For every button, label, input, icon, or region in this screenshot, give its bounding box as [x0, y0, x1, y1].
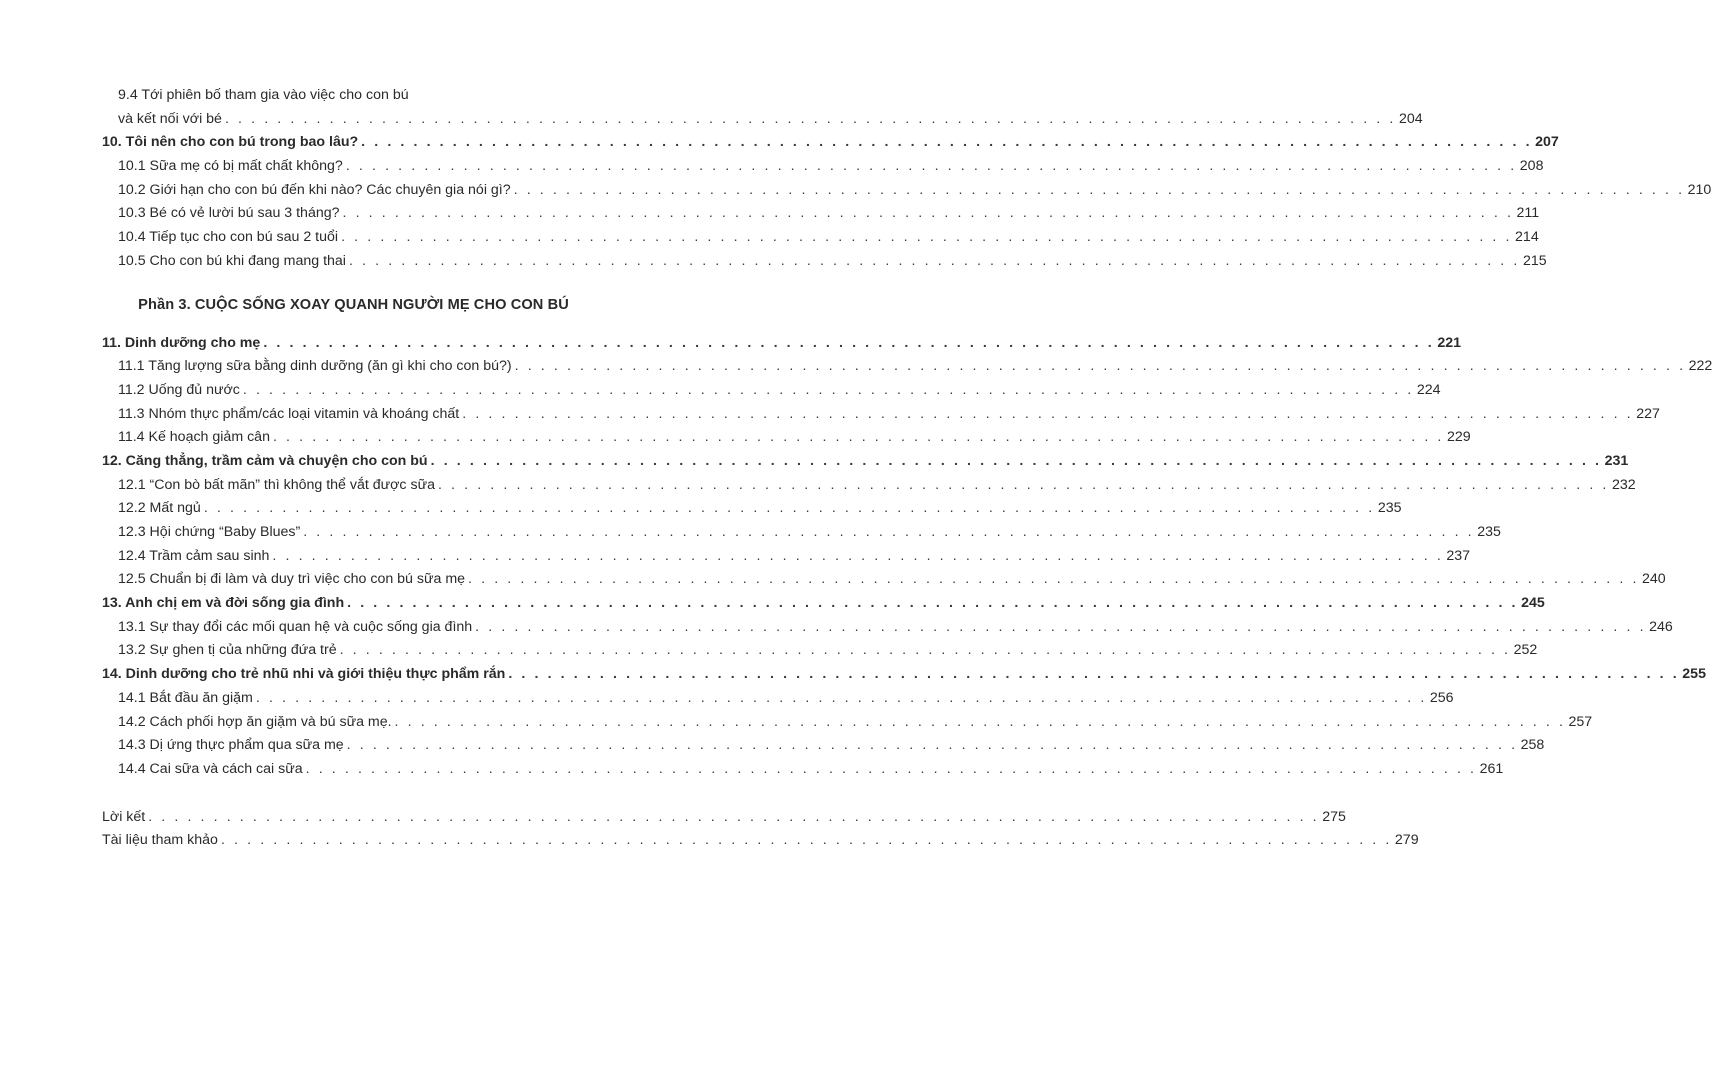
- toc-entry: [102, 426, 1471, 450]
- toc-entry-page: 208: [1519, 158, 1544, 175]
- toc-entry: [102, 568, 1666, 592]
- toc-entry-page: 227: [1636, 405, 1660, 422]
- toc-entry-page: 246: [1649, 618, 1673, 635]
- dot-leader: . . . . . . . . . . . . . . . . . . . . . . . . . . . . . . . . . . . . . . . . . . . . . . . . . . . . . . . . . . . . . . . . . . . . . . . . . . . . . . . . . . . . . . . . . .: [148, 808, 1320, 825]
- toc-entry-title: Tài liệu tham khảo: [102, 832, 218, 849]
- dot-leader: . . . . . . . . . . . . . . . . . . . . . . . . . . . . . . . . . . . . . . . . . . . . . . . . . . . . . . . . . . . . . . . . . . . . . . . . . . . . . . . . . . . . . . . . . .: [305, 760, 1477, 777]
- toc-entry: [102, 403, 1660, 427]
- toc-entry-title: 10.2 Giới hạn cho con bú đến khi nào? Các chuyên gia nói gì?: [118, 181, 511, 198]
- toc-entry-title: 11.3 Nhóm thực phẩm/các loại vitamin và khoáng chất: [118, 405, 460, 422]
- toc-entry: [102, 639, 1538, 663]
- toc-entry: [102, 521, 1501, 545]
- toc-chapter-entry: [102, 332, 1461, 356]
- toc-entry: [102, 179, 1712, 203]
- dot-leader: . . . . . . . . . . . . . . . . . . . . . . . . . . . . . . . . . . . . . . . . . . . . . . . . . . . . . . . . . . . . . . . . . . . . . . . . . . . . . . . . . . . . . . . . . .: [462, 405, 1634, 422]
- toc-entry: [102, 226, 1539, 250]
- spacer: [102, 782, 605, 806]
- toc-entry-title: 10.5 Cho con bú khi đang mang thai: [118, 252, 346, 269]
- toc-entry-page: 207: [1535, 134, 1559, 151]
- toc-entry-title: 13.1 Sự thay đổi các mối quan hệ và cuộc sống gia đình: [118, 618, 473, 635]
- toc-entry-title: Lời kết: [102, 808, 146, 825]
- toc-entry-title: 11.4 Kế hoạch giảm cân: [118, 429, 270, 446]
- dot-leader: . . . . . . . . . . . . . . . . . . . . . . . . . . . . . . . . . . . . . . . . . . . . . . . . . . . . . . . . . . . . . . . . . . . . . . . . . . . . . . . . . . . . . . . . . .: [203, 500, 1375, 517]
- toc-entry: [102, 108, 1423, 132]
- dot-leader: . . . . . . . . . . . . . . . . . . . . . . . . . . . . . . . . . . . . . . . . . . . . . . . . . . . . . . . . . . . . . . . . . . . . . . . . . . . . . . . . . . . . . . . . . .: [255, 689, 1427, 706]
- toc-entry-title: 11. Dinh dưỡng cho mẹ: [102, 334, 261, 351]
- toc-entry-page: 261: [1479, 760, 1504, 777]
- toc-entry-page: 255: [1682, 666, 1706, 683]
- table-of-contents: [102, 84, 1712, 853]
- dot-leader: . . . . . . . . . . . . . . . . . . . . . . . . . . . . . . . . . . . . . . . . . . . . . . . . . . . . . . . . . . . . . . . . . . . . . . . . . . . . . . . . . . . . . . . . . .: [263, 334, 1435, 351]
- toc-entry: [102, 687, 1454, 711]
- toc-entry-page: 279: [1394, 832, 1419, 849]
- dot-leader: . . . . . . . . . . . . . . . . . . . . . . . . . . . . . . . . . . . . . . . . . . . . . . . . . . . . . . . . . . . . . . . . . . . . . . . . . . . . . . . . . . . . . . . . . .: [272, 429, 1444, 446]
- toc-entry-page: 214: [1515, 229, 1539, 246]
- toc-entry-title: 10.3 Bé có vẻ lười bú sau 3 tháng?: [118, 205, 340, 222]
- toc-entry-page: 224: [1416, 381, 1441, 398]
- toc-entry-page: 215: [1522, 252, 1547, 269]
- dot-leader: . . . . . . . . . . . . . . . . . . . . . . . . . . . . . . . . . . . . . . . . . . . . . . . . . . . . . . . . . . . . . . . . . . . . . . . . . . . . . . . . . . . . . . . . . .: [361, 134, 1533, 151]
- dot-leader: . . . . . . . . . . . . . . . . . . . . . . . . . . . . . . . . . . . . . . . . . . . . . . . . . . . . . . . . . . . . . . . . . . . . . . . . . . . . . . . . . . . . . . . . . .: [394, 713, 1566, 730]
- toc-entry-page: 204: [1398, 110, 1423, 127]
- dot-leader: . . . . . . . . . . . . . . . . . . . . . . . . . . . . . . . . . . . . . . . . . . . . . . . . . . . . . . . . . . . . . . . . . . . . . . . . . . . . . . . . . . . . . . . . . .: [224, 110, 1396, 127]
- dot-leader: . . . . . . . . . . . . . . . . . . . . . . . . . . . . . . . . . . . . . . . . . . . . . . . . . . . . . . . . . . . . . . . . . . . . . . . . . . . . . . . . . . . . . . . . . .: [513, 181, 1685, 198]
- toc-entry-page: 237: [1446, 547, 1471, 564]
- toc-entry-title: 14.3 Dị ứng thực phẩm qua sữa mẹ: [118, 737, 344, 754]
- toc-block-backmatter: [102, 806, 1419, 853]
- toc-entry-page: 252: [1513, 642, 1538, 659]
- toc-entry: [102, 155, 1544, 179]
- dot-leader: . . . . . . . . . . . . . . . . . . . . . . . . . . . . . . . . . . . . . . . . . . . . . . . . . . . . . . . . . . . . . . . . . . . . . . . . . . . . . . . . . . . . . . . . . .: [348, 252, 1520, 269]
- dot-leader: . . . . . . . . . . . . . . . . . . . . . . . . . . . . . . . . . . . . . . . . . . . . . . . . . . . . . . . . . . . . . . . . . . . . . . . . . . . . . . . . . . . . . . . . . .: [437, 476, 1609, 493]
- toc-entry-title: 10.4 Tiếp tục cho con bú sau 2 tuổi: [118, 229, 339, 246]
- toc-chapter-entry: [102, 131, 1559, 155]
- toc-entry-title: 12.2 Mất ngủ: [118, 500, 201, 517]
- toc-entry-title: 9.4 Tới phiên bố tham gia vào việc cho con bú: [118, 87, 409, 103]
- toc-entry-page: 240: [1642, 571, 1666, 588]
- toc-entry: [102, 250, 1547, 274]
- part-heading: Phần 3. CUỘC SỐNG XOAY QUANH NGƯỜI MẸ CHO CON BÚ: [138, 296, 569, 313]
- toc-entry-page: 210: [1687, 181, 1712, 198]
- toc-entry: [102, 758, 1504, 782]
- toc-entry: [102, 734, 1545, 758]
- toc-entry-page: 245: [1521, 595, 1545, 612]
- toc-entry: [102, 497, 1402, 521]
- toc-entry-title: 12.4 Trầm cảm sau sinh: [118, 547, 270, 564]
- toc-entry-page: 221: [1437, 334, 1461, 351]
- toc-entry: [102, 616, 1673, 640]
- toc-entry-page: 229: [1446, 429, 1471, 446]
- toc-entry-title: 13.2 Sự ghen tị của những đứa trẻ: [118, 642, 337, 659]
- dot-leader: . . . . . . . . . . . . . . . . . . . . . . . . . . . . . . . . . . . . . . . . . . . . . . . . . . . . . . . . . . . . . . . . . . . . . . . . . . . . . . . . . . . . . . . . . .: [242, 381, 1414, 398]
- toc-entry-title: 11.2 Uống đủ nước: [118, 381, 240, 398]
- dot-leader: . . . . . . . . . . . . . . . . . . . . . . . . . . . . . . . . . . . . . . . . . . . . . . . . . . . . . . . . . . . . . . . . . . . . . . . . . . . . . . . . . . . . . . . . . .: [468, 571, 1640, 588]
- toc-entry: [102, 355, 1712, 379]
- dot-leader: . . . . . . . . . . . . . . . . . . . . . . . . . . . . . . . . . . . . . . . . . . . . . . . . . . . . . . . . . . . . . . . . . . . . . . . . . . . . . . . . . . . . . . . . . .: [347, 595, 1519, 612]
- dot-leader: . . . . . . . . . . . . . . . . . . . . . . . . . . . . . . . . . . . . . . . . . . . . . . . . . . . . . . . . . . . . . . . . . . . . . . . . . . . . . . . . . . . . . . . . . .: [514, 358, 1686, 375]
- toc-entry-page: 235: [1377, 500, 1402, 517]
- toc-entry-title: 14. Dinh dưỡng cho trẻ nhũ nhi và giới thiệu thực phẩm rắn: [102, 666, 506, 683]
- toc-entry-page: 258: [1520, 737, 1545, 754]
- toc-entry-page: 211: [1516, 205, 1540, 222]
- toc-entry: [102, 202, 1540, 226]
- toc-block-part2-end: [102, 84, 1712, 274]
- toc-entry-title: 12.5 Chuẩn bị đi làm và duy trì việc cho con bú sữa mẹ: [118, 571, 466, 588]
- toc-entry-title: 11.1 Tăng lượng sữa bằng dinh dưỡng (ăn gì khi cho con bú?): [118, 358, 512, 375]
- dot-leader: . . . . . . . . . . . . . . . . . . . . . . . . . . . . . . . . . . . . . . . . . . . . . . . . . . . . . . . . . . . . . . . . . . . . . . . . . . . . . . . . . . . . . . . . . .: [475, 618, 1647, 635]
- toc-entry-page: 222: [1688, 358, 1712, 375]
- toc-entry-title: 12. Căng thẳng, trầm cảm và chuyện cho con bú: [102, 452, 428, 469]
- toc-entry-title: 14.2 Cách phối hợp ăn giặm và bú sữa mẹ.: [118, 713, 392, 730]
- toc-chapter-entry: [102, 592, 1545, 616]
- dot-leader: . . . . . . . . . . . . . . . . . . . . . . . . . . . . . . . . . . . . . . . . . . . . . . . . . . . . . . . . . . . . . . . . . . . . . . . . . . . . . . . . . . . . . . . . . .: [430, 452, 1602, 469]
- dot-leader: . . . . . . . . . . . . . . . . . . . . . . . . . . . . . . . . . . . . . . . . . . . . . . . . . . . . . . . . . . . . . . . . . . . . . . . . . . . . . . . . . . . . . . . . . .: [346, 737, 1518, 754]
- toc-entry-page: 235: [1477, 524, 1501, 540]
- toc-entry: [102, 474, 1636, 498]
- toc-entry-title: 14.4 Cai sữa và cách cai sữa: [118, 760, 303, 777]
- dot-leader: . . . . . . . . . . . . . . . . . . . . . . . . . . . . . . . . . . . . . . . . . . . . . . . . . . . . . . . . . . . . . . . . . . . . . . . . . . . . . . . . . . . . . . . . . .: [272, 547, 1444, 564]
- toc-entry-page: 256: [1429, 689, 1454, 706]
- toc-block-part3: [102, 332, 1712, 782]
- toc-entry-page: 275: [1322, 808, 1346, 825]
- toc-entry: [102, 379, 1441, 403]
- toc-entry-title: 12.1 “Con bò bất mãn” thì không thể vắt được sữa: [118, 476, 435, 493]
- toc-entry: [102, 84, 605, 108]
- toc-entry-title: và kết nối với bé: [118, 110, 222, 127]
- toc-entry-title: 10. Tôi nên cho con bú trong bao lâu?: [102, 134, 359, 151]
- toc-chapter-entry: [102, 450, 1629, 474]
- toc-entry: [102, 545, 1471, 569]
- dot-leader: . . . . . . . . . . . . . . . . . . . . . . . . . . . . . . . . . . . . . . . . . . . . . . . . . . . . . . . . . . . . . . . . . . . . . . . . . . . . . . . . . . . . . . . . . .: [339, 642, 1511, 659]
- toc-entry-title: 14.1 Bắt đầu ăn giặm: [118, 689, 253, 706]
- toc-entry: [102, 806, 1346, 830]
- toc-entry-title: 12.3 Hội chứng “Baby Blues”: [118, 524, 301, 540]
- toc-entry-title: 10.1 Sữa mẹ có bị mất chất không?: [118, 158, 343, 175]
- toc-entry-title: 13. Anh chị em và đời sống gia đình: [102, 595, 345, 612]
- dot-leader: . . . . . . . . . . . . . . . . . . . . . . . . . . . . . . . . . . . . . . . . . . . . . . . . . . . . . . . . . . . . . . . . . . . . . . . . . . . . . . . . . . . . . . . . . .: [220, 832, 1392, 849]
- toc-entry: [102, 711, 1593, 735]
- dot-leader: . . . . . . . . . . . . . . . . . . . . . . . . . . . . . . . . . . . . . . . . . . . . . . . . . . . . . . . . . . . . . . . . . . . . . . . . . . . . . . . . . . . . . . . . . .: [508, 666, 1680, 683]
- dot-leader: . . . . . . . . . . . . . . . . . . . . . . . . . . . . . . . . . . . . . . . . . . . . . . . . . . . . . . . . . . . . . . . . . . . . . . . . . . . . . . . . . . . . . . . . . .: [341, 229, 1513, 246]
- toc-chapter-entry: [102, 663, 1706, 687]
- dot-leader: . . . . . . . . . . . . . . . . . . . . . . . . . . . . . . . . . . . . . . . . . . . . . . . . . . . . . . . . . . . . . . . . . . . . . . . . . . . . . . . . . . . . . . . . . .: [342, 205, 1514, 222]
- toc-entry-page: 232: [1611, 476, 1636, 493]
- toc-entry: [102, 829, 1419, 853]
- toc-entry-page: 231: [1604, 452, 1629, 469]
- toc-entry-page: 257: [1568, 713, 1593, 730]
- dot-leader: . . . . . . . . . . . . . . . . . . . . . . . . . . . . . . . . . . . . . . . . . . . . . . . . . . . . . . . . . . . . . . . . . . . . . . . . . . . . . . . . . . . . . . . . . .: [345, 158, 1517, 175]
- dot-leader: . . . . . . . . . . . . . . . . . . . . . . . . . . . . . . . . . . . . . . . . . . . . . . . . . . . . . . . . . . . . . . . . . . . . . . . . . . . . . . . . . . . . . . . . . .: [303, 524, 1475, 540]
